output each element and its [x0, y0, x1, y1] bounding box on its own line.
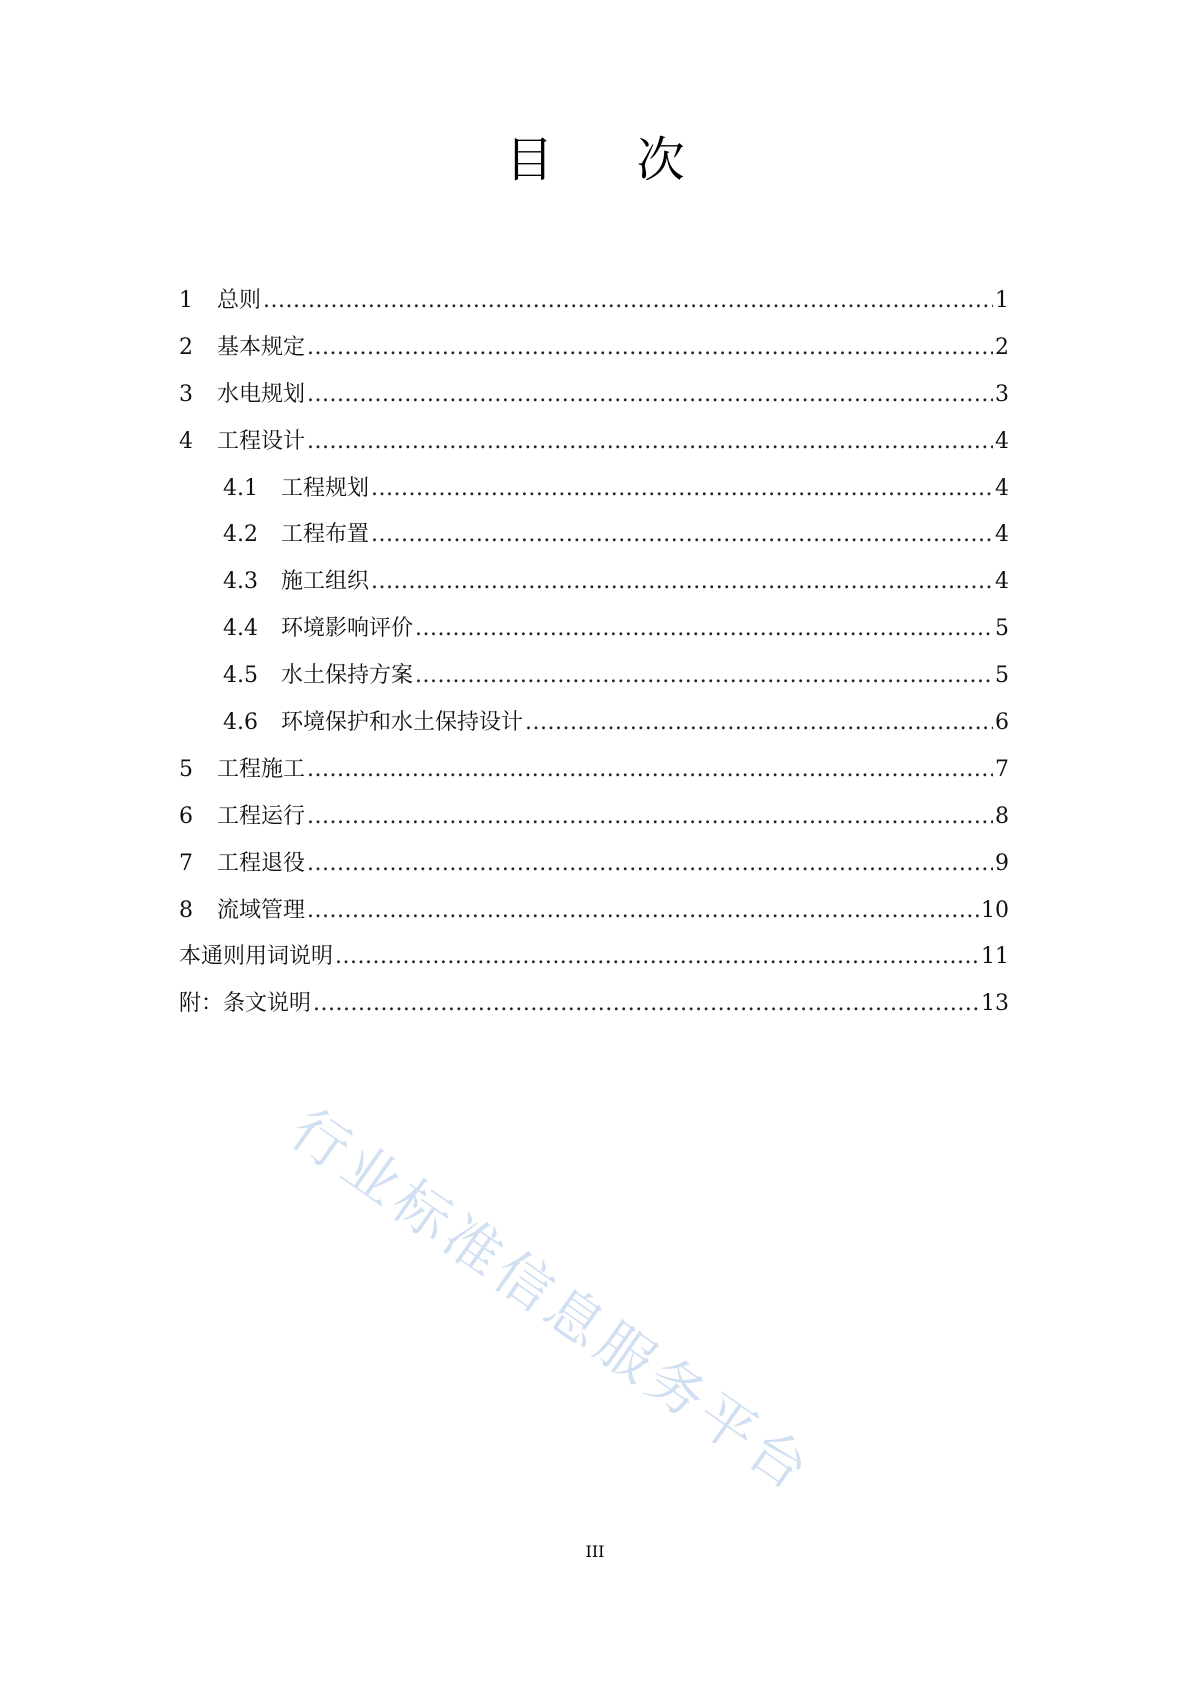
toc-entry-label: 工程设计: [217, 428, 306, 454]
toc-entry-page: 9: [995, 850, 1009, 876]
toc-entry-4-3[interactable]: [179, 568, 1009, 615]
toc-entry-number: 5: [179, 756, 193, 782]
toc-entry-number: 2: [179, 334, 193, 360]
toc-entry-page: 5: [995, 663, 1009, 689]
toc-entry-page: 10: [981, 897, 1009, 923]
toc-entry-4-4[interactable]: [179, 615, 1009, 662]
toc-entry-4-6[interactable]: [179, 709, 1009, 756]
toc-entry-page: 11: [981, 944, 1009, 970]
toc-entry-label: 水土保持方案: [281, 663, 414, 689]
toc-leader-dots: [415, 615, 993, 643]
toc-leader-dots: [313, 990, 979, 1018]
toc-entry-terminology[interactable]: [179, 943, 1009, 990]
table-of-contents: [179, 287, 1009, 1037]
toc-entry-number: 4.2: [223, 522, 258, 548]
toc-entry-page: 4: [995, 428, 1009, 454]
toc-entry-label: 流域管理: [217, 897, 306, 923]
toc-entry-label: 本通则用词说明: [179, 944, 334, 970]
toc-entry-1[interactable]: [179, 287, 1009, 334]
toc-entry-page: 6: [995, 710, 1009, 736]
toc-entry-page: 3: [995, 381, 1009, 407]
toc-leader-dots: [307, 756, 993, 784]
toc-entry-page: 4: [995, 522, 1009, 548]
toc-entry-label: 环境保护和水土保持设计: [281, 710, 524, 736]
toc-leader-dots: [415, 662, 993, 690]
watermark: 行业标准信息服务平台: [278, 1097, 824, 1506]
toc-entry-page: 2: [995, 334, 1009, 360]
toc-entry-label: 附：条文说明: [179, 991, 312, 1017]
toc-entry-6[interactable]: [179, 803, 1009, 850]
toc-entry-4-2[interactable]: [179, 521, 1009, 568]
toc-leader-dots: [307, 897, 979, 925]
toc-entry-number: 4.3: [223, 569, 258, 595]
toc-entry-appendix[interactable]: [179, 990, 1009, 1037]
toc-entry-label: 总则: [217, 288, 262, 313]
toc-entry-5[interactable]: [179, 756, 1009, 803]
toc-leader-dots: [371, 475, 993, 503]
toc-entry-number: 1: [179, 288, 193, 313]
toc-entry-page: 4: [995, 475, 1009, 501]
toc-entry-4-5[interactable]: [179, 662, 1009, 709]
toc-entry-label: 工程施工: [217, 756, 306, 782]
page-number: III: [585, 1542, 605, 1561]
toc-leader-dots: [307, 381, 993, 409]
toc-leader-dots: [371, 568, 993, 596]
toc-entry-7[interactable]: [179, 850, 1009, 897]
toc-entry-page: 4: [995, 569, 1009, 595]
toc-leader-dots: [335, 943, 979, 971]
toc-entry-label: 工程布置: [281, 522, 370, 548]
toc-entry-4[interactable]: [179, 428, 1009, 475]
toc-entry-number: 3: [179, 381, 193, 407]
toc-entry-2[interactable]: [179, 334, 1009, 381]
toc-entry-label: 工程退役: [217, 850, 306, 876]
toc-entry-number: 4.1: [223, 475, 258, 501]
toc-entry-number: 4.4: [223, 616, 258, 642]
toc-entry-page: 5: [995, 616, 1009, 642]
toc-entry-8[interactable]: [179, 897, 1009, 944]
toc-entry-4-1[interactable]: [179, 475, 1009, 522]
toc-entry-label: 基本规定: [217, 334, 306, 360]
toc-entry-number: 7: [179, 850, 193, 876]
toc-leader-dots: [307, 803, 993, 831]
toc-entry-number: 4.5: [223, 663, 258, 689]
toc-leader-dots: [307, 428, 993, 456]
toc-leader-dots: [307, 850, 993, 878]
toc-entry-number: 4: [179, 428, 193, 454]
page-title: 目 次: [505, 132, 719, 188]
toc-entry-number: 4.6: [223, 710, 258, 736]
toc-entry-page: 13: [981, 991, 1009, 1017]
toc-entry-number: 6: [179, 803, 193, 829]
toc-entry-label: 施工组织: [281, 569, 370, 595]
toc-leader-dots: [371, 521, 993, 549]
toc-leader-dots: [525, 709, 993, 737]
toc-entry-page: 1: [995, 288, 1009, 313]
toc-entry-number: 8: [179, 897, 193, 923]
toc-entry-label: 环境影响评价: [281, 616, 414, 642]
toc-entry-label: 工程规划: [281, 475, 370, 501]
toc-leader-dots: [307, 334, 993, 362]
toc-entry-page: 8: [995, 803, 1009, 829]
toc-entry-page: 7: [995, 756, 1009, 782]
toc-entry-3[interactable]: [179, 381, 1009, 428]
toc-entry-label: 水电规划: [217, 381, 306, 407]
toc-entry-label: 工程运行: [217, 803, 306, 829]
toc-leader-dots: [263, 287, 993, 315]
